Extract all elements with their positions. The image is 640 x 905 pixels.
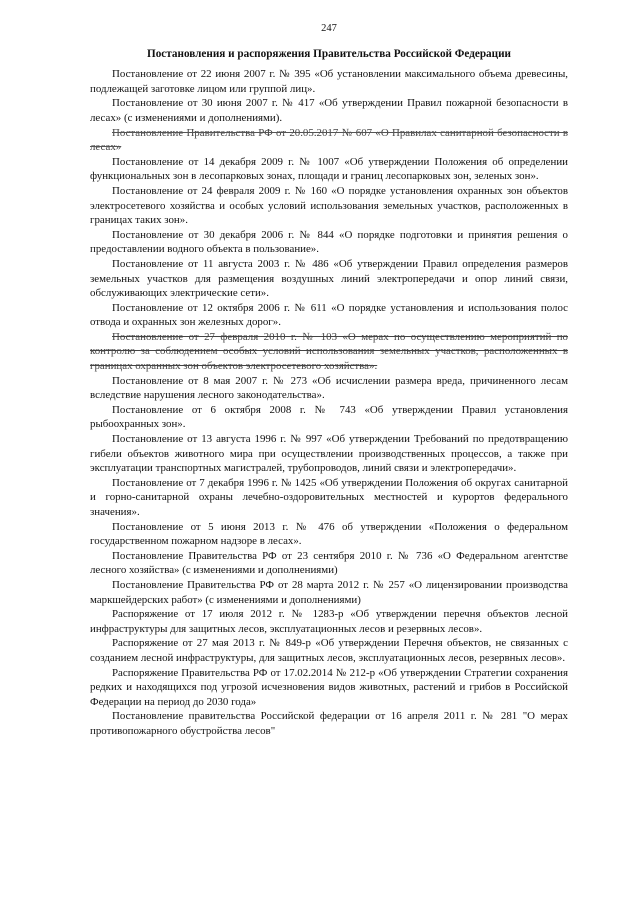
paragraph-struck: Постановление от 27 февраля 2010 г. № 103 «О мерах по осуществлению мероприятий по контролю за соблюдением особых условий использования земельных участков, расположенных в границах охранных зон объектов электросетевого хозяйства». (90, 330, 568, 373)
paragraph: Постановление Правительства РФ от 23 сентября 2010 г. № 736 «О Федеральном агентстве лесного хозяйства» (с изменениями и дополнениями) (90, 549, 568, 577)
paragraph: Постановление от 5 июня 2013 г. № 476 об утверждении «Положения о федеральном государственном пожарном надзоре в лесах». (90, 520, 568, 548)
paragraph: Постановление от 8 мая 2007 г. № 273 «Об исчислении размера вреда, причиненного лесам вследствие нарушения лесного законодательства». (90, 374, 568, 402)
paragraph-list (90, 67, 568, 738)
paragraph: Постановление от 22 июня 2007 г. № 395 «Об установлении максимального объема древесины, подлежащей заготовке лицом или группой лиц». (90, 68, 568, 95)
page-number: 247 (321, 23, 337, 34)
paragraph: Постановление от 30 декабря 2006 г. № 844 «О порядке подготовки и принятия решения о предоставлении водного объекта в пользование». (90, 228, 568, 256)
paragraph: Постановление от 13 августа 1996 г. № 997 «Об утверждении Требований по предотвращению гибели объектов животного мира при осуществлении производственных процессов, а также при эксплуатации транспортных магистралей, трубопроводов, линий связи и электропередачи». (90, 433, 568, 475)
paragraph: Постановление от 12 октября 2006 г. № 611 «О порядке установления и использования полос отвода и охранных зон железных дорог». (90, 301, 568, 329)
paragraph: Постановление от 7 декабря 1996 г. № 1425 «Об утверждении Положения об округах санитарной и горно-санитарной охраны лечебно-оздоровительных местностей и курортов федерального значения». (90, 476, 568, 518)
paragraph: Постановление от 30 июня 2007 г. № 417 «Об утверждении Правил пожарной безопасности в лесах» (с изменениями и дополнениями). (90, 97, 568, 124)
section-heading: Постановления и распоряжения Правительства Российской Федерации (147, 47, 511, 60)
paragraph-struck: Постановление Правительства РФ от 20.05.2017 № 607 «О Правилах санитарной безопасности в лесах» (90, 126, 568, 154)
paragraph: Постановление от 6 октября 2008 г. № 743 «Об утверждении Правил установления рыбоохранных зон». (90, 403, 568, 431)
paragraph: Распоряжение Правительства РФ от 17.02.2014 № 212-р «Об утверждении Стратегии сохранения редких и находящихся под угрозой исчезновения видов животных, растений и грибов в Российской Федерации на период до 2030 года» (90, 666, 568, 708)
paragraph: Постановление от 11 августа 2003 г. № 486 «Об утверждении Правил определения размеров земельных участков для размещения воздушных линий электропередачи и опор линий связи, обслуживающих электрические сети». (90, 257, 568, 300)
paragraph: Постановление правительства Российской федерации от 16 апреля 2011 г. № 281 "О мерах противопожарного обустройства лесов" (90, 710, 568, 737)
paragraph: Распоряжение от 27 мая 2013 г. № 849-р «Об утверждении Перечня объектов, не связанных с созданием лесной инфраструктуры, для защитных лесов, эксплуатационных лесов, резервных лесов». (90, 637, 568, 664)
paragraph: Постановление Правительства РФ от 28 марта 2012 г. № 257 «О лицензировании производства маркшейдерских работ» (с изменениями и дополнениями) (90, 578, 568, 606)
document-page (90, 22, 568, 739)
paragraph: Распоряжение от 17 июля 2012 г. № 1283-р «Об утверждении перечня объектов лесной инфраструктуры для защитных лесов, эксплуатационных лесов и резервных лесов». (90, 608, 568, 635)
paragraph: Постановление от 14 декабря 2009 г. № 1007 «Об утверждении Положения об определении функциональных зон в лесопарковых зонах, площади и границ лесопарковых зон, зеленых зон». (90, 155, 568, 183)
paragraph: Постановление от 24 февраля 2009 г. № 160 «О порядке установления охранных зон объектов электросетевого хозяйства и особых условий использования земельных участков, расположенных в границах таких зон». (90, 184, 568, 227)
